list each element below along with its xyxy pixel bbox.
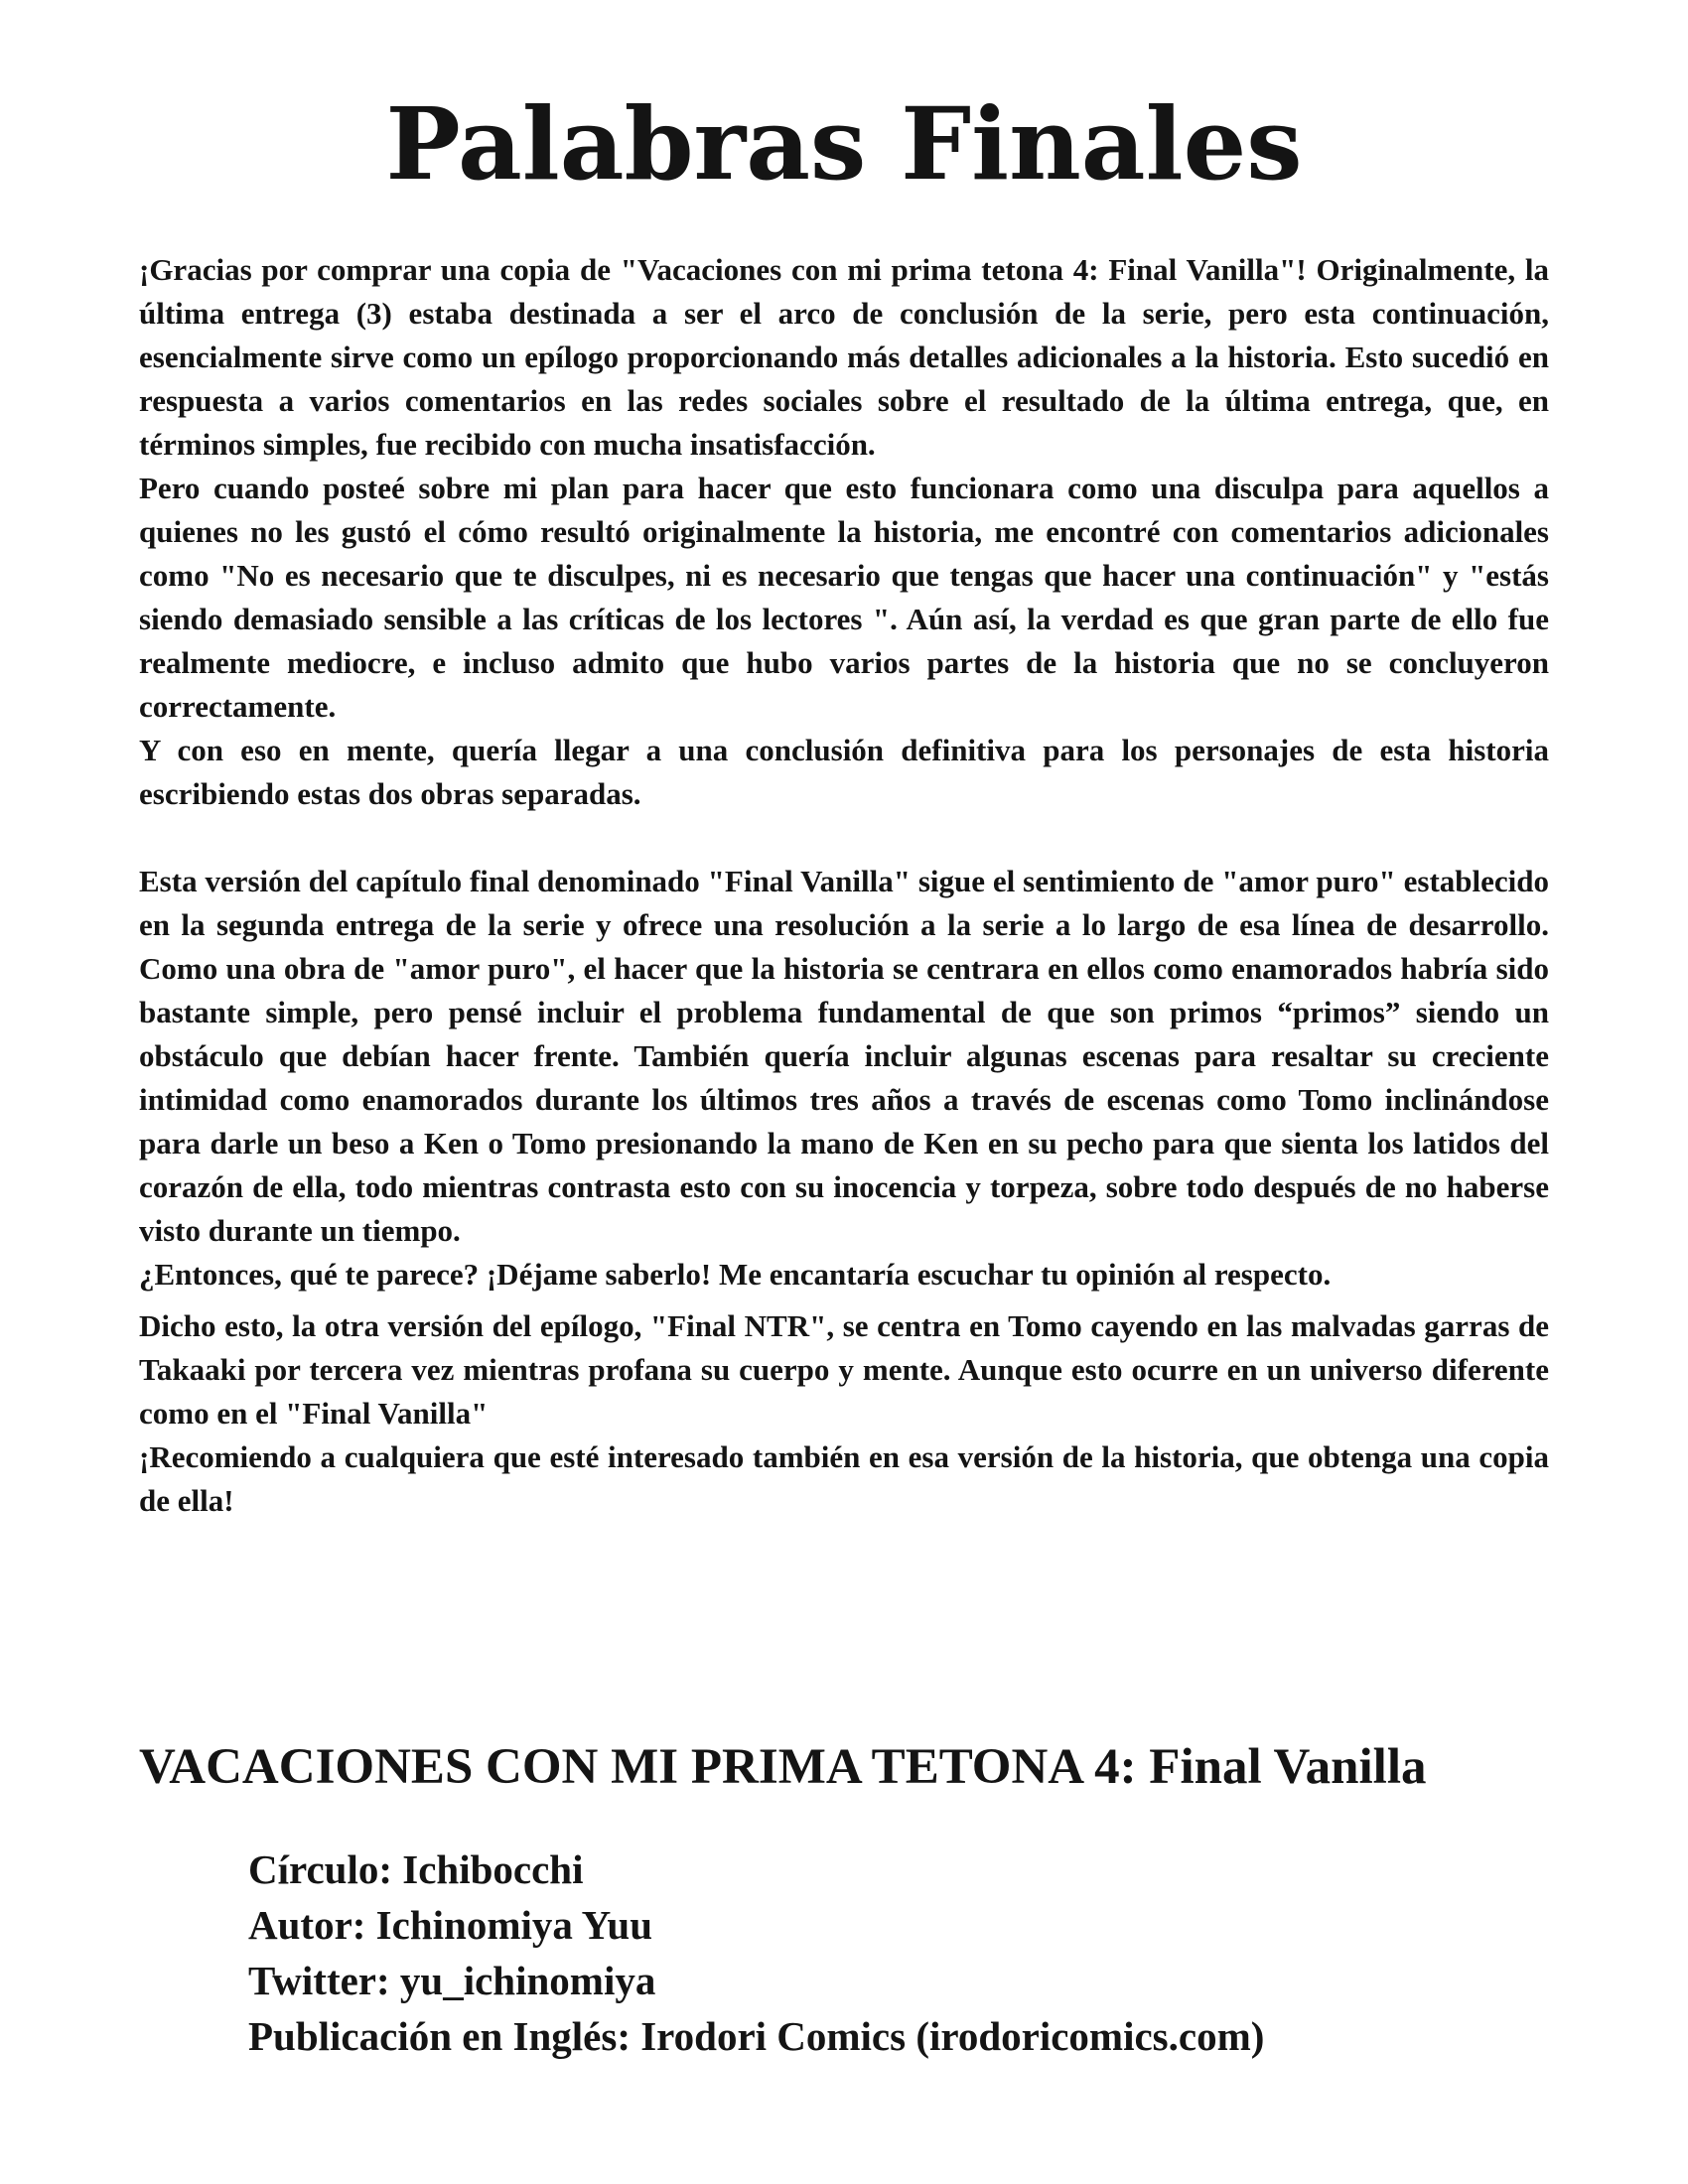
credit-publisher: Publicación en Inglés: Irodori Comics (irodoricomics.com)	[248, 2013, 1265, 2059]
paragraph-final-ntr: Dicho esto, la otra versión del epílogo, "Final NTR", se centra en Tomo cayendo en las malvadas garras de Takaaki por tercera vez mientras profana su cuerpo y mente. Aunque esto ocurre en un universo diferente como en el "Final Vanilla"	[139, 1308, 1549, 1431]
page-title: Palabras Finales	[385, 85, 1303, 203]
credit-twitter: Twitter: yu_ichinomiya	[248, 1958, 656, 2003]
credits-title: VACACIONES CON MI PRIMA TETONA 4: Final Vanilla	[139, 1739, 1427, 1795]
body-text	[139, 248, 1549, 1523]
credit-circle: Círculo: Ichibocchi	[248, 1846, 584, 1892]
paragraph-conclusion: Y con eso en mente, quería llegar a una conclusión definitiva para los personajes de esta historia escribiendo estas dos obras separadas.	[139, 733, 1549, 811]
paragraph-recommendation: ¡Recomiendo a cualquiera que esté interesado también en esa versión de la historia, que obtenga una copia de ella!	[139, 1439, 1549, 1518]
paragraph-spacer	[139, 1297, 1549, 1304]
credit-author: Autor: Ichinomiya Yuu	[248, 1902, 653, 1948]
paragraph-apology: Pero cuando posteé sobre mi plan para hacer que esto funcionara como una disculpa para aquellos a quienes no les gustó el cómo resultó originalmente la historia, me encontré con comentarios adicionales como "No es necesario que te disculpes, ni es necesario que tengas que hacer una continuación" y "estás siendo demasiado sensible a las críticas de los lectores ". Aún así, la verdad es que gran parte de ello fue realmente mediocre, e incluso admito que hubo varios partes de la historia que no se concluyeron correctamente.	[139, 471, 1549, 724]
paragraph-intro: ¡Gracias por comprar una copia de "Vacaciones con mi prima tetona 4: Final Vanilla"! Originalmente, la última entrega (3) estaba destinada a ser el arco de conclusión de la serie, pero esta continuación, esencialmente sirve como un epílogo proporcionando más detalles adicionales a la historia. Esto sucedió en respuesta a varios comentarios en las redes sociales sobre el resultado de la última entrega, que, en términos simples, fue recibido con mucha insatisfacción.	[139, 252, 1549, 462]
paragraph-question: ¿Entonces, qué te parece? ¡Déjame saberlo! Me encantaría escuchar tu opinión al respecto.	[139, 1257, 1332, 1292]
paragraph-spacer	[139, 816, 1549, 860]
paragraph-final-vanilla: Esta versión del capítulo final denominado "Final Vanilla" sigue el sentimiento de "amor puro" establecido en la segunda entrega de la serie y ofrece una resolución a la serie a lo largo de esa línea de desarrollo. Como una obra de "amor puro", el hacer que la historia se centrara en ellos como enamorados habría sido bastante simple, pero pensé incluir el problema fundamental de que son primos “primos” siendo un obstáculo que debían hacer frente. También quería incluir algunas escenas para resaltar su creciente intimidad como enamorados durante los últimos tres años a través de escenas como Tomo inclinándose para darle un beso a Ken o Tomo presionando la mano de Ken en su pecho para que sienta los latidos del corazón de ella, todo mientras contrasta esto con su inocencia y torpeza, sobre todo después de no haberse visto durante un tiempo.	[139, 864, 1549, 1248]
credits-list	[248, 1842, 1539, 2064]
